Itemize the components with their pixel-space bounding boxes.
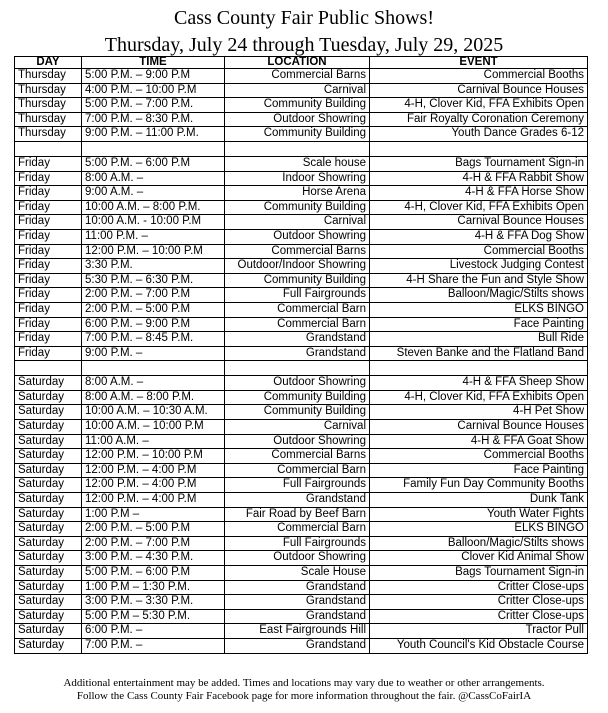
event-cell: Critter Close-ups — [370, 595, 588, 610]
table-row — [15, 551, 588, 566]
time-cell — [82, 141, 225, 156]
day-cell: Friday — [15, 332, 82, 347]
time-cell: 2:00 P.M. – 5:00 P.M — [82, 302, 225, 317]
table-row — [15, 566, 588, 581]
time-cell: 2:00 P.M. – 7:00 P.M — [82, 536, 225, 551]
location-cell: Outdoor Showring — [225, 376, 370, 391]
location-cell: Grandstand — [225, 609, 370, 624]
event-cell: Critter Close-ups — [370, 609, 588, 624]
table-row — [15, 69, 588, 84]
table-row — [15, 493, 588, 508]
time-cell: 9:00 P.M. – 11:00 P.M. — [82, 127, 225, 142]
schedule-body — [15, 69, 588, 654]
location-cell: Community Building — [225, 273, 370, 288]
location-cell: Commercial Barn — [225, 522, 370, 537]
page-subtitle: Thursday, July 24 through Tuesday, July 29, 2025 — [104, 34, 504, 56]
day-cell: Saturday — [15, 420, 82, 435]
time-cell: 8:00 A.M. – 8:00 P.M. — [82, 390, 225, 405]
table-row — [15, 83, 588, 98]
header-row — [15, 57, 588, 69]
location-cell: Grandstand — [225, 580, 370, 595]
day-cell: Saturday — [15, 478, 82, 493]
event-cell: 4-H & FFA Sheep Show — [370, 376, 588, 391]
day-cell: Saturday — [15, 463, 82, 478]
event-cell: 4-H & FFA Rabbit Show — [370, 171, 588, 186]
day-cell: Friday — [15, 288, 82, 303]
time-cell: 5:30 P.M. – 6:30 P.M. — [82, 273, 225, 288]
location-cell: Full Fairgrounds — [225, 288, 370, 303]
footer-follow: Follow the Cass County Fair Facebook page for more information throughout the fair. @CassCoFairIA — [76, 690, 532, 702]
event-cell: 4-H & FFA Goat Show — [370, 434, 588, 449]
day-cell: Friday — [15, 215, 82, 230]
event-cell: Face Painting — [370, 317, 588, 332]
location-cell: Commercial Barns — [225, 244, 370, 259]
table-row — [15, 273, 588, 288]
event-cell: Critter Close-ups — [370, 580, 588, 595]
location-cell: Outdoor Showring — [225, 229, 370, 244]
day-cell: Thursday — [15, 69, 82, 84]
location-cell: Outdoor Showring — [225, 434, 370, 449]
time-cell: 7:00 P.M. – 8:30 P.M. — [82, 112, 225, 127]
event-cell: Fair Royalty Coronation Ceremony — [370, 112, 588, 127]
event-cell: 4-H, Clover Kid, FFA Exhibits Open — [370, 390, 588, 405]
location-cell: Carnival — [225, 215, 370, 230]
location-cell: Grandstand — [225, 346, 370, 361]
event-cell: 4-H & FFA Horse Show — [370, 186, 588, 201]
table-row — [15, 244, 588, 259]
event-cell: Tractor Pull — [370, 624, 588, 639]
footer-note: Additional entertainment may be added. Times and locations may vary due to weather or other arrangements. — [63, 677, 545, 689]
time-cell: 12:00 P.M. – 4:00 P.M — [82, 478, 225, 493]
location-cell: Community Building — [225, 127, 370, 142]
table-row — [15, 478, 588, 493]
table-row — [15, 580, 588, 595]
location-cell: Community Building — [225, 405, 370, 420]
table-row — [15, 609, 588, 624]
event-cell: ELKS BINGO — [370, 302, 588, 317]
table-row — [15, 186, 588, 201]
time-cell: 10:00 A.M. – 10:30 A.M. — [82, 405, 225, 420]
time-cell: 9:00 A.M. – — [82, 186, 225, 201]
event-cell: 4-H Pet Show — [370, 405, 588, 420]
day-cell: Saturday — [15, 536, 82, 551]
time-cell: 6:00 P.M. – 9:00 P.M — [82, 317, 225, 332]
table-row — [15, 522, 588, 537]
location-cell: Community Building — [225, 98, 370, 113]
day-cell: Saturday — [15, 434, 82, 449]
table-row — [15, 434, 588, 449]
event-cell: Carnival Bounce Houses — [370, 420, 588, 435]
table-row — [15, 332, 588, 347]
location-cell: Outdoor Showring — [225, 551, 370, 566]
table-row — [15, 171, 588, 186]
day-cell: Saturday — [15, 376, 82, 391]
day-cell: Saturday — [15, 638, 82, 653]
location-cell: Grandstand — [225, 638, 370, 653]
day-cell: Friday — [15, 346, 82, 361]
day-cell: Saturday — [15, 390, 82, 405]
location-cell: Carnival — [225, 420, 370, 435]
time-cell: 3:00 P.M. – 3:30 P.M. — [82, 595, 225, 610]
event-cell — [370, 361, 588, 376]
day-cell: Friday — [15, 171, 82, 186]
location-cell: Horse Arena — [225, 186, 370, 201]
time-cell: 10:00 A.M. – 10:00 P.M — [82, 420, 225, 435]
location-cell: East Fairgrounds Hill — [225, 624, 370, 639]
location-cell: Grandstand — [225, 332, 370, 347]
location-cell: Community Building — [225, 200, 370, 215]
event-cell: 4-H & FFA Dog Show — [370, 229, 588, 244]
table-row — [15, 259, 588, 274]
time-cell: 7:00 P.M. – 8:45 P.M. — [82, 332, 225, 347]
time-cell: 6:00 P.M. – — [82, 624, 225, 639]
event-cell: Livestock Judging Contest — [370, 259, 588, 274]
time-cell: 8:00 A.M. – — [82, 171, 225, 186]
event-cell: Youth Water Fights — [370, 507, 588, 522]
table-row — [15, 595, 588, 610]
event-cell: Dunk Tank — [370, 493, 588, 508]
table-row — [15, 127, 588, 142]
time-cell: 3:30 P.M. — [82, 259, 225, 274]
location-cell: Indoor Showring — [225, 171, 370, 186]
location-cell: Full Fairgrounds — [225, 478, 370, 493]
day-cell: Saturday — [15, 522, 82, 537]
event-cell: Commercial Booths — [370, 244, 588, 259]
time-cell: 10:00 A.M. – 8:00 P.M. — [82, 200, 225, 215]
event-cell: Youth Council's Kid Obstacle Course — [370, 638, 588, 653]
time-cell: 12:00 P.M. – 10:00 P.M — [82, 449, 225, 464]
time-cell: 11:00 P.M. – — [82, 229, 225, 244]
table-row — [15, 112, 588, 127]
time-cell: 5:00 P.M. – 7:00 P.M. — [82, 98, 225, 113]
table-row — [15, 405, 588, 420]
header-day: DAY — [15, 57, 82, 69]
day-cell: Saturday — [15, 507, 82, 522]
table-row — [15, 346, 588, 361]
location-cell: Fair Road by Beef Barn — [225, 507, 370, 522]
table-row — [15, 141, 588, 156]
day-cell: Friday — [15, 273, 82, 288]
location-cell: Commercial Barns — [225, 69, 370, 84]
location-cell: Scale house — [225, 156, 370, 171]
day-cell: Friday — [15, 200, 82, 215]
location-cell — [225, 361, 370, 376]
time-cell: 1:00 P.M – 1:30 P.M. — [82, 580, 225, 595]
table-row — [15, 302, 588, 317]
time-cell: 8:00 A.M. – — [82, 376, 225, 391]
header-location: LOCATION — [225, 57, 370, 69]
event-cell: Clover Kid Animal Show — [370, 551, 588, 566]
time-cell: 5:00 P.M. – 6:00 P.M — [82, 156, 225, 171]
location-cell: Outdoor Showring — [225, 112, 370, 127]
day-cell: Thursday — [15, 98, 82, 113]
event-cell: Face Painting — [370, 463, 588, 478]
event-cell: Bags Tournament Sign-in — [370, 156, 588, 171]
table-row — [15, 624, 588, 639]
time-cell: 1:00 P.M – — [82, 507, 225, 522]
table-row — [15, 98, 588, 113]
time-cell: 7:00 P.M. – — [82, 638, 225, 653]
event-cell: Youth Dance Grades 6-12 — [370, 127, 588, 142]
event-cell: Carnival Bounce Houses — [370, 83, 588, 98]
day-cell: Thursday — [15, 112, 82, 127]
location-cell: Commercial Barn — [225, 463, 370, 478]
location-cell: Community Building — [225, 390, 370, 405]
time-cell: 5:00 P.M. – 6:00 P.M — [82, 566, 225, 581]
location-cell: Full Fairgrounds — [225, 536, 370, 551]
page-title: Cass County Fair Public Shows! — [173, 7, 435, 29]
day-cell: Saturday — [15, 624, 82, 639]
location-cell: Grandstand — [225, 493, 370, 508]
table-row — [15, 638, 588, 653]
schedule-table — [14, 56, 588, 654]
day-cell: Saturday — [15, 566, 82, 581]
event-cell: 4-H, Clover Kid, FFA Exhibits Open — [370, 98, 588, 113]
day-cell: Thursday — [15, 83, 82, 98]
time-cell: 12:00 P.M. – 4:00 P.M — [82, 463, 225, 478]
location-cell: Commercial Barn — [225, 302, 370, 317]
table-row — [15, 420, 588, 435]
location-cell — [225, 141, 370, 156]
time-cell: 9:00 P.M. – — [82, 346, 225, 361]
table-row — [15, 361, 588, 376]
day-cell: Friday — [15, 229, 82, 244]
location-cell: Commercial Barns — [225, 449, 370, 464]
time-cell: 12:00 P.M. – 10:00 P.M — [82, 244, 225, 259]
day-cell: Thursday — [15, 127, 82, 142]
event-cell: Bags Tournament Sign-in — [370, 566, 588, 581]
location-cell: Outdoor/Indoor Showring — [225, 259, 370, 274]
event-cell: Balloon/Magic/Stilts shows — [370, 288, 588, 303]
header-event: EVENT — [370, 57, 588, 69]
time-cell: 12:00 P.M. – 4:00 P.M — [82, 493, 225, 508]
day-cell: Friday — [15, 317, 82, 332]
day-cell: Saturday — [15, 551, 82, 566]
event-cell: Bull Ride — [370, 332, 588, 347]
time-cell: 3:00 P.M. – 4:30 P.M. — [82, 551, 225, 566]
day-cell — [15, 141, 82, 156]
table-row — [15, 229, 588, 244]
event-cell: Balloon/Magic/Stilts shows — [370, 536, 588, 551]
day-cell: Friday — [15, 244, 82, 259]
event-cell: 4-H Share the Fun and Style Show — [370, 273, 588, 288]
event-cell: Carnival Bounce Houses — [370, 215, 588, 230]
table-row — [15, 390, 588, 405]
table-row — [15, 507, 588, 522]
time-cell: 5:00 P.M – 5:30 P.M. — [82, 609, 225, 624]
day-cell: Saturday — [15, 405, 82, 420]
event-cell: Family Fun Day Community Booths — [370, 478, 588, 493]
table-row — [15, 376, 588, 391]
day-cell: Friday — [15, 259, 82, 274]
day-cell: Saturday — [15, 580, 82, 595]
table-row — [15, 449, 588, 464]
time-cell: 4:00 P.M. – 10:00 P.M — [82, 83, 225, 98]
day-cell: Friday — [15, 302, 82, 317]
event-cell: Steven Banke and the Flatland Band — [370, 346, 588, 361]
event-cell: Commercial Booths — [370, 449, 588, 464]
location-cell: Grandstand — [225, 595, 370, 610]
table-row — [15, 536, 588, 551]
location-cell: Carnival — [225, 83, 370, 98]
time-cell: 2:00 P.M. – 7:00 P.M — [82, 288, 225, 303]
day-cell: Saturday — [15, 449, 82, 464]
event-cell: ELKS BINGO — [370, 522, 588, 537]
event-cell — [370, 141, 588, 156]
day-cell: Saturday — [15, 609, 82, 624]
time-cell: 10:00 A.M. - 10:00 P.M — [82, 215, 225, 230]
day-cell: Friday — [15, 186, 82, 201]
time-cell: 5:00 P.M. – 9:00 P.M — [82, 69, 225, 84]
day-cell: Saturday — [15, 493, 82, 508]
day-cell — [15, 361, 82, 376]
day-cell: Saturday — [15, 595, 82, 610]
table-row — [15, 463, 588, 478]
event-cell: Commercial Booths — [370, 69, 588, 84]
header-time: TIME — [82, 57, 225, 69]
day-cell: Friday — [15, 156, 82, 171]
location-cell: Scale House — [225, 566, 370, 581]
location-cell: Commercial Barn — [225, 317, 370, 332]
time-cell: 11:00 A.M. – — [82, 434, 225, 449]
time-cell: 2:00 P.M. – 5:00 P.M — [82, 522, 225, 537]
time-cell — [82, 361, 225, 376]
table-row — [15, 200, 588, 215]
table-row — [15, 288, 588, 303]
table-row — [15, 156, 588, 171]
table-row — [15, 215, 588, 230]
table-row — [15, 317, 588, 332]
event-cell: 4-H, Clover Kid, FFA Exhibits Open — [370, 200, 588, 215]
